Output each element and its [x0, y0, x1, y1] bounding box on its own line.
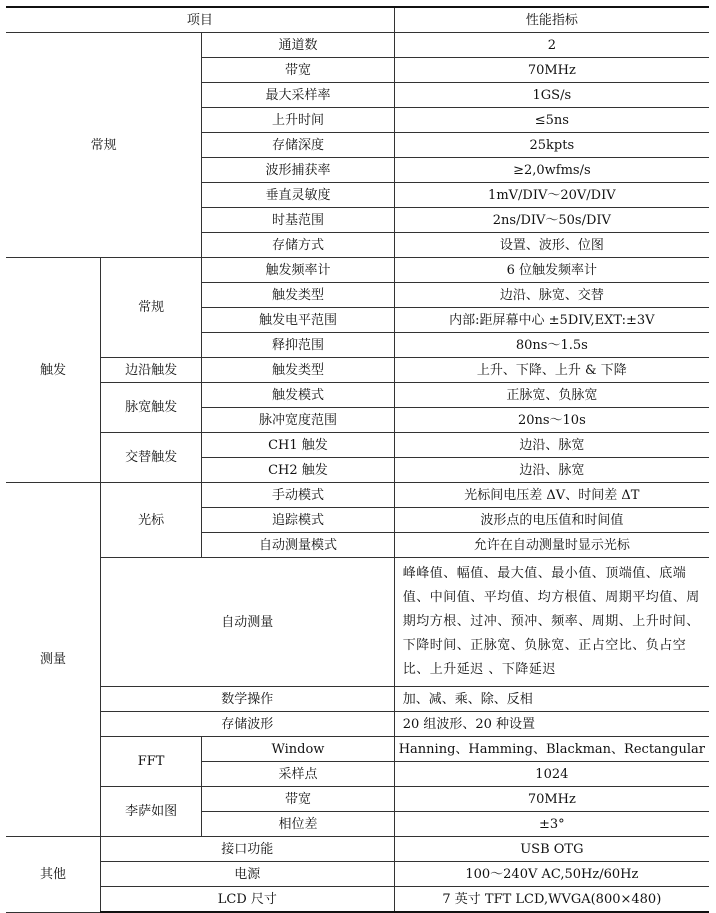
row-value: 波形点的电压值和时间值	[394, 508, 709, 533]
row-label: 电源	[100, 862, 394, 887]
table-row	[6, 483, 709, 508]
row-label: 触发电平范围	[202, 308, 394, 333]
row-label: 采样点	[202, 762, 394, 787]
row-label: 存储深度	[202, 133, 394, 158]
subcategory-lissajous: 李萨如图	[100, 787, 201, 837]
table-row	[6, 712, 709, 737]
row-label: 数学操作	[100, 687, 394, 712]
row-label: Window	[202, 737, 394, 762]
row-value: USB OTG	[394, 837, 709, 862]
row-label: 带宽	[202, 58, 394, 83]
spec-table	[6, 6, 709, 913]
row-value: 6 位触发频率计	[394, 258, 709, 283]
row-label: 自动测量模式	[202, 533, 394, 558]
row-label: LCD 尺寸	[100, 887, 394, 913]
row-label: 通道数	[202, 33, 394, 58]
category-measure: 测量	[6, 483, 100, 837]
row-label: 触发模式	[202, 383, 394, 408]
table-header-row	[6, 7, 709, 33]
row-label: 时基范围	[202, 208, 394, 233]
subcategory-alternate-trigger: 交替触发	[100, 433, 201, 483]
row-label: 触发类型	[202, 283, 394, 308]
row-label: 相位差	[202, 812, 394, 837]
row-value: 100～240V AC,50Hz/60Hz	[394, 862, 709, 887]
row-value: 70MHz	[394, 787, 709, 812]
header-item: 项目	[6, 7, 394, 33]
row-label: CH2 触发	[202, 458, 394, 483]
row-value: 边沿、脉宽	[394, 458, 709, 483]
row-value: 内部:距屏幕中心 ±5DIV,EXT:±3V	[394, 308, 709, 333]
table-row	[6, 383, 709, 408]
row-label: 最大采样率	[202, 83, 394, 108]
subcategory-edge-trigger: 边沿触发	[100, 358, 201, 383]
row-value: 1GS/s	[394, 83, 709, 108]
header-spec: 性能指标	[394, 7, 709, 33]
table-row	[6, 787, 709, 812]
row-label: CH1 触发	[202, 433, 394, 458]
table-row	[6, 558, 709, 687]
row-value: 80ns～1.5s	[394, 333, 709, 358]
table-row	[6, 258, 709, 283]
row-label: 自动测量	[100, 558, 394, 687]
row-label: 上升时间	[202, 108, 394, 133]
row-label: 触发频率计	[202, 258, 394, 283]
row-label: 释抑范围	[202, 333, 394, 358]
subcategory-pulse-trigger: 脉宽触发	[100, 383, 201, 433]
row-label: 波形捕获率	[202, 158, 394, 183]
row-value: 峰峰值、幅值、最大值、最小值、顶端值、底端值、中间值、平均值、均方根值、周期平均值、周期均方根、过冲、预冲、频率、周期、上升时间、下降时间、正脉宽、负脉宽、正占空比、负占空比、上升延迟 、下降延迟	[394, 558, 709, 687]
row-label: 触发类型	[202, 358, 394, 383]
table-row	[6, 433, 709, 458]
table-row	[6, 862, 709, 887]
row-label: 追踪模式	[202, 508, 394, 533]
row-value: 1024	[394, 762, 709, 787]
row-value: 20 组波形、20 种设置	[394, 712, 709, 737]
subcategory-trigger-common: 常规	[100, 258, 201, 358]
row-value: 2	[394, 33, 709, 58]
row-value: Hanning、Hamming、Blackman、Rectangular	[394, 737, 709, 762]
row-label: 带宽	[202, 787, 394, 812]
category-general: 常规	[6, 33, 202, 258]
row-value: 正脉宽、负脉宽	[394, 383, 709, 408]
row-value: 边沿、脉宽、交替	[394, 283, 709, 308]
subcategory-cursor: 光标	[100, 483, 201, 558]
row-value: ≥2,0wfms/s	[394, 158, 709, 183]
category-trigger: 触发	[6, 258, 100, 483]
row-label: 存储方式	[202, 233, 394, 258]
table-row	[6, 33, 709, 58]
table-row	[6, 358, 709, 383]
row-value: ±3°	[394, 812, 709, 837]
row-value: 允许在自动测量时显示光标	[394, 533, 709, 558]
table-row	[6, 887, 709, 913]
row-value: 7 英寸 TFT LCD,WVGA(800×480)	[394, 887, 709, 913]
category-other: 其他	[6, 837, 100, 913]
row-value: 2ns/DIV～50s/DIV	[394, 208, 709, 233]
row-value: 70MHz	[394, 58, 709, 83]
row-value: 边沿、脉宽	[394, 433, 709, 458]
row-value: 上升、下降、上升 & 下降	[394, 358, 709, 383]
subcategory-fft: FFT	[100, 737, 201, 787]
table-row	[6, 737, 709, 762]
row-value: 光标间电压差 ΔV、时间差 ΔT	[394, 483, 709, 508]
row-label: 脉冲宽度范围	[202, 408, 394, 433]
row-label: 存储波形	[100, 712, 394, 737]
table-row	[6, 687, 709, 712]
row-label: 垂直灵敏度	[202, 183, 394, 208]
row-value: 25kpts	[394, 133, 709, 158]
row-value: 20ns～10s	[394, 408, 709, 433]
row-label: 手动模式	[202, 483, 394, 508]
row-value: 设置、波形、位图	[394, 233, 709, 258]
table-row	[6, 837, 709, 862]
row-label: 接口功能	[100, 837, 394, 862]
row-value: 1mV/DIV～20V/DIV	[394, 183, 709, 208]
row-value: 加、减、乘、除、反相	[394, 687, 709, 712]
row-value: ≤5ns	[394, 108, 709, 133]
